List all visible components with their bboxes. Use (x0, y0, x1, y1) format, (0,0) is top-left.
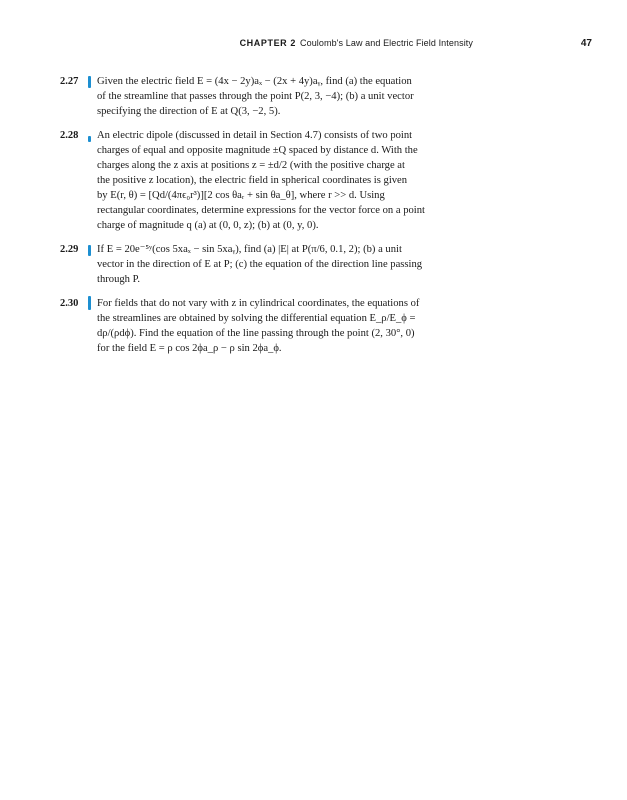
problem-text (97, 74, 477, 119)
running-head (0, 38, 627, 52)
text-line: vector in the direction of E at P; (c) the equation of the direction line passing (97, 259, 423, 270)
chapter-title: Coulomb's Law and Electric Field Intensity (300, 38, 473, 48)
text-line: charge of magnitude q (a) at (0, 0, z); (b) at (0, y, 0). (97, 220, 319, 231)
problem-text (97, 128, 477, 233)
problem-number: 2.27 (60, 76, 79, 87)
problem-number: 2.30 (60, 298, 79, 309)
text-line: by E(r, θ) = [Qd/(4πϵ₀r³)][2 cos θaᵣ + sin θa_θ], where r >> d. Using (97, 190, 385, 201)
problem-text (97, 296, 477, 356)
difficulty-marker (88, 245, 91, 256)
text-line: Given the electric field E = (4x − 2y)aₓ − (2x + 4y)aᵧ, find (a) the equation (97, 76, 412, 87)
text-line: dρ/(ρdϕ). Find the equation of the line passing through the point (2, 30°, 0) (97, 328, 415, 339)
problem-2-28 (0, 128, 477, 233)
difficulty-marker (88, 76, 91, 88)
text-line: charges of equal and opposite magnitude ±Q spaced by distance d. With the (97, 145, 418, 156)
text-line: the streamlines are obtained by solving the differential equation E_ρ/E_ϕ = (97, 313, 416, 324)
text-line: of the streamline that passes through the point P(2, 3, −4); (b) a unit vector (97, 91, 414, 102)
page-number: 47 (580, 38, 592, 49)
problem-2-30 (0, 296, 477, 356)
problem-2-29 (0, 242, 477, 287)
difficulty-marker (88, 296, 91, 310)
text-line: charges along the z axis at positions z = ±d/2 (with the positive charge at (97, 160, 405, 171)
text-line: specifying the direction of E at Q(3, −2, 5). (97, 106, 281, 117)
problem-list (0, 74, 627, 365)
problem-2-27 (0, 74, 477, 119)
chapter-label: CHAPTER 2 (239, 38, 296, 48)
problem-number: 2.29 (60, 244, 79, 255)
text-line: If E = 20e⁻⁵ʸ(cos 5xaₓ − sin 5xaᵧ), find (a) |E| at P(π/6, 0.1, 2); (b) a unit (97, 244, 402, 255)
text-line: rectangular coordinates, determine expressions for the vector force on a point (97, 205, 425, 216)
text-line: An electric dipole (discussed in detail in Section 4.7) consists of two point (97, 130, 413, 141)
problem-number: 2.28 (60, 130, 79, 141)
chapter-heading (240, 38, 473, 48)
text-line: through P. (97, 274, 140, 285)
text-line: the positive z location), the electric field in spherical coordinates is given (97, 175, 408, 186)
difficulty-marker (88, 136, 91, 142)
text-line: for the field E = ρ cos 2ϕa_ρ − ρ sin 2ϕa_ϕ. (97, 343, 282, 354)
text-line: For fields that do not vary with z in cylindrical coordinates, the equations of (97, 298, 420, 309)
problem-text (97, 242, 477, 287)
